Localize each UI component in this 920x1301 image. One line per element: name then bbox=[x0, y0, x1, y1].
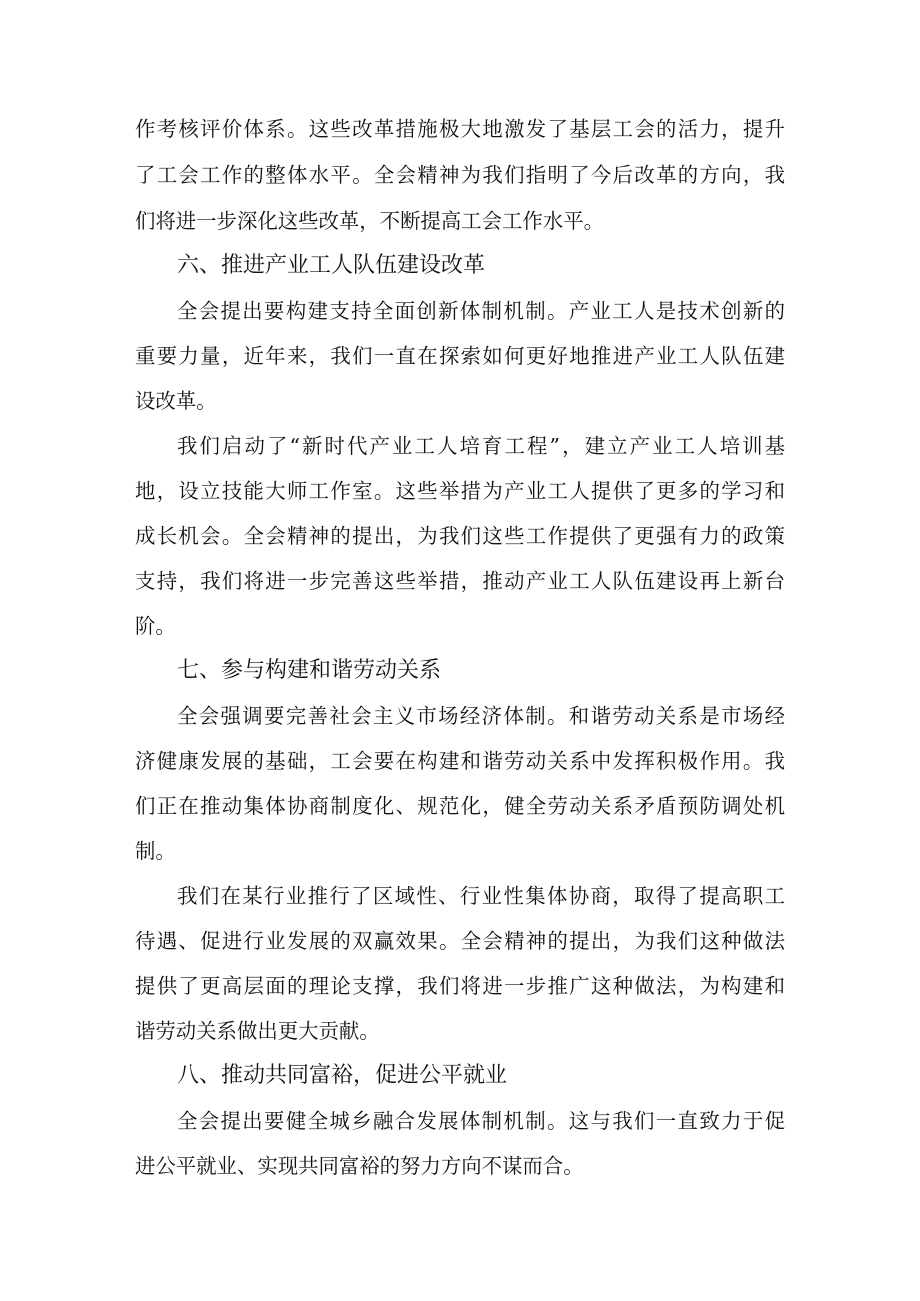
paragraph-line: 成长机会。全会精神的提出，为我们这些工作提供了更强有力的政策 bbox=[135, 524, 785, 548]
paragraph-line: 提供了更高层面的理论支撑，我们将进一步推广这种做法，为构建和 bbox=[135, 974, 785, 998]
section-heading-8: 八、推动共同富裕，促进公平就业 bbox=[177, 1063, 508, 1088]
paragraph-line: 制。 bbox=[135, 839, 176, 863]
paragraph-line: 作考核评价体系。这些改革措施极大地激发了基层工会的活力，提升 bbox=[135, 117, 785, 141]
paragraph-line: 支持，我们将进一步完善这些举措，推动产业工人队伍建设再上新台 bbox=[135, 569, 785, 593]
paragraph-line: 重要力量，近年来，我们一直在探索如何更好地推进产业工人队伍建 bbox=[135, 344, 785, 368]
paragraph-line: 地，设立技能大师工作室。这些举措为产业工人提供了更多的学习和 bbox=[135, 479, 785, 503]
paragraph-line: 济健康发展的基础，工会要在构建和谐劳动关系中发挥积极作用。我 bbox=[135, 749, 785, 773]
paragraph-line: 阶。 bbox=[135, 614, 176, 638]
paragraph-line: 们将进一步深化这些改革，不断提高工会工作水平。 bbox=[135, 209, 604, 233]
paragraph-line: 全会强调要完善社会主义市场经济体制。和谐劳动关系是市场经 bbox=[177, 704, 785, 728]
paragraph-line: 了工会工作的整体水平。全会精神为我们指明了今后改革的方向，我 bbox=[135, 163, 785, 187]
section-heading-7: 七、参与构建和谐劳动关系 bbox=[177, 658, 442, 683]
paragraph-line: 全会提出要构建支持全面创新体制机制。产业工人是技术创新的 bbox=[177, 299, 785, 323]
paragraph-line: 设改革。 bbox=[135, 389, 217, 413]
paragraph-line: 我们启动了“新时代产业工人培育工程”，建立产业工人培训基 bbox=[177, 434, 785, 458]
paragraph-line: 谐劳动关系做出更大贡献。 bbox=[135, 1019, 380, 1043]
paragraph-line: 进公平就业、实现共同富裕的努力方向不谋而合。 bbox=[135, 1154, 584, 1178]
section-heading-6: 六、推进产业工人队伍建设改革 bbox=[177, 253, 486, 278]
paragraph-line: 全会提出要健全城乡融合发展体制机制。这与我们一直致力于促 bbox=[177, 1109, 785, 1133]
paragraph-line: 们正在推动集体协商制度化、规范化，健全劳动关系矛盾预防调处机 bbox=[135, 794, 785, 818]
paragraph-line: 我们在某行业推行了区域性、行业性集体协商，取得了提高职工 bbox=[177, 884, 785, 908]
paragraph-line: 待遇、促进行业发展的双赢效果。全会精神的提出，为我们这种做法 bbox=[135, 929, 785, 953]
